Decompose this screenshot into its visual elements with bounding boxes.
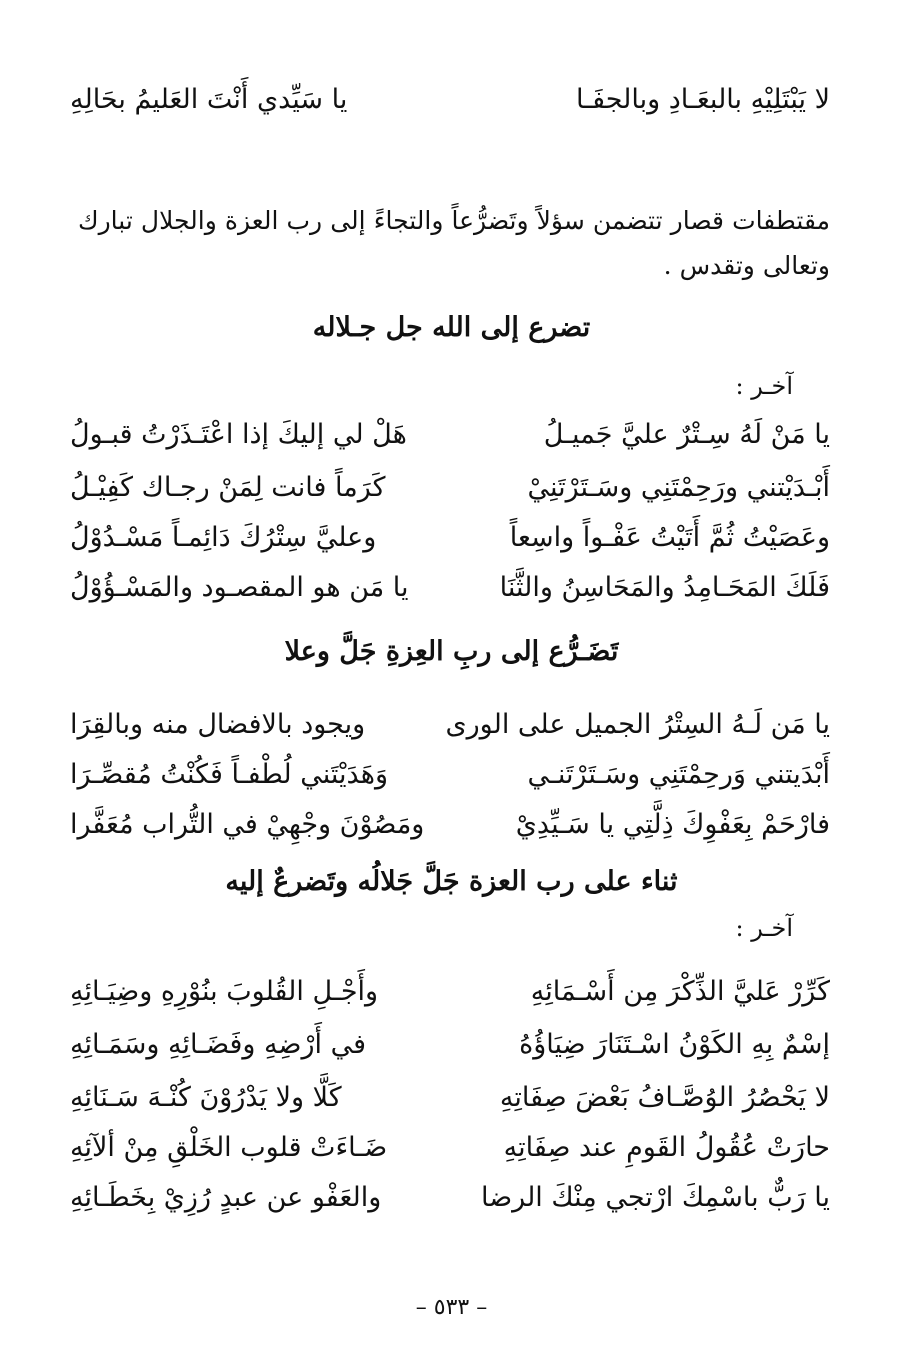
section-label-1: آخـر : — [735, 372, 793, 400]
verse-line — [70, 755, 830, 795]
verse-line — [70, 972, 830, 1012]
verse-second-hemistich: كَلَّا ولا يَدْرُوْنَ كُنْـهَ سَـنَائِهِ — [70, 1082, 342, 1113]
verse-first-hemistich: يا مَن لَـهُ السِتْرُ الجميل على الورى — [445, 709, 830, 740]
verse-first-hemistich: حارَتْ عُقُولُ القَومِ عند صِفَاتِهِ — [503, 1132, 830, 1163]
verse-first-hemistich: يا رَبٌّ باسْمِكَ ارْتجي مِنْكَ الرضا — [481, 1182, 830, 1213]
verse-second-hemistich: يا سَيِّدي أَنْتَ العَليمُ بحَالِهِ — [70, 84, 348, 115]
page-number: – ٥٣٣ – — [415, 1295, 488, 1320]
verse-second-hemistich: كَرَماً فانت لِمَنْ رجـاك كَفِيْـلُ — [70, 472, 386, 503]
verse-line — [70, 568, 830, 608]
verse-second-hemistich: وأَجْـلِ القُلوبَ بنُوْرِهِ وضِيَـائِهِ — [70, 976, 379, 1007]
verse-first-hemistich: إسْمٌ بِهِ الكَوْنُ اسْـتَنَارَ ضِيَاؤُهُ — [519, 1029, 830, 1060]
verse-line — [70, 518, 830, 558]
intro-verse — [70, 80, 830, 120]
section-heading-1: تضرع إلى الله جل جـلاله — [312, 312, 591, 343]
section-label-3: آخـر : — [735, 914, 793, 942]
verse-second-hemistich: ضَـاءَتْ قلوب الخَلْقِ مِنْ ألآئِهِ — [70, 1132, 388, 1163]
section-heading-3: ثناء على رب العزة جَلَّ جَلالُه وتَضرعٌ إليه — [225, 866, 678, 897]
verse-second-hemistich: والعَفْو عن عبدٍ رُزِيْ بِخَطَـائِهِ — [70, 1182, 382, 1213]
verse-first-hemistich: أَبْدَيتني وَرحِمْتَنِي وسَـتَرْتَنـي — [527, 759, 830, 790]
verse-second-hemistich: ومَصُوْنَ وجْهِيْ في التُّراب مُعَفَّرا — [70, 809, 425, 840]
verse-first-hemistich: أَبْـدَيْتني ورَحِمْتَنِي وسَـتَرْتَنِيْ — [527, 472, 830, 503]
verse-second-hemistich: هَلْ لي إليكَ إذا اعْتَـذَرْتُ قبـولُ — [70, 419, 407, 450]
verse-second-hemistich: في أَرْضِهِ وفَضَـائِهِ وسَمَـائِهِ — [70, 1029, 366, 1060]
verse-line — [70, 468, 830, 508]
verse-first-hemistich: لا يَبْتَلِيْهِ بالبعَـادِ وبالجفَـا — [575, 84, 830, 115]
section-heading-2: تَضَـرُّع إلى ربِ العِزةِ جَلَّ وعلا — [284, 636, 619, 667]
intro-paragraph: مقتطفات قصار تتضمن سؤلاً وتَضرُّعاً والتجاءً إلى رب العزة والجلال تبارك وتعالى وتقدس . — [78, 206, 830, 280]
verse-line — [70, 805, 830, 845]
verse-first-hemistich: لا يَحْصُرُ الوُصَّـافُ بَعْضَ صِفَاتِهِ — [499, 1082, 830, 1113]
verse-line — [70, 1128, 830, 1168]
verse-line — [70, 1178, 830, 1218]
verse-line — [70, 1025, 830, 1065]
verse-line — [70, 415, 830, 455]
verse-first-hemistich: كَرِّرْ عَليَّ الذِّكْرَ مِن أَسْـمَائِهِ — [530, 976, 830, 1007]
verse-line — [70, 705, 830, 745]
verse-first-hemistich: فارْحَمْ بِعَفْوِكَ ذِلَّتِي يا سَـيِّدِيْ — [515, 809, 830, 840]
verse-first-hemistich: فَلَكَ المَحَـامِدُ والمَحَاسِنُ والثَّنَا — [499, 572, 830, 603]
verse-second-hemistich: ويجود بالافضال منه وبالقِرَا — [70, 709, 366, 740]
verse-line — [70, 1078, 830, 1118]
verse-second-hemistich: وَهَدَيْتَني لُطْفـاً فَكُنْتُ مُقصِّـرَا — [70, 759, 389, 790]
verse-second-hemistich: وعليَّ سِتْرُكَ دَائِمـاً مَسْـدُوْلُ — [70, 522, 377, 553]
verse-first-hemistich: يا مَنْ لَهُ سِـتْرٌ عليَّ جَميـلُ — [543, 419, 830, 450]
verse-first-hemistich: وعَصَيْتُ ثُمَّ أَتَيْتُ عَفْـواً واسِعاً — [509, 522, 830, 553]
verse-second-hemistich: يا مَن هو المقصـود والمَسْـؤُوْلُ — [70, 572, 409, 603]
